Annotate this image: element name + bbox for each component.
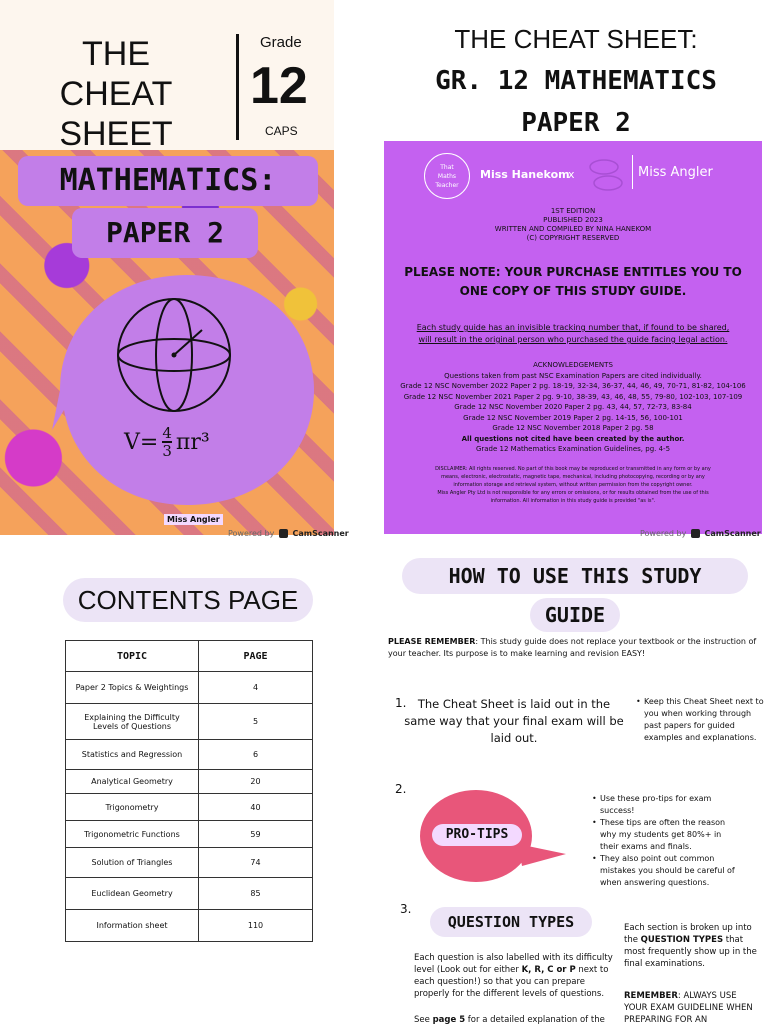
list-item <box>592 793 742 817</box>
table-row <box>66 704 313 740</box>
ack-line: Questions taken from past NSC Examination Papers are cited individually. <box>444 371 702 380</box>
notice-line2: ONE COPY OF THIS STUDY GUIDE. <box>459 284 687 298</box>
topic-cell: Trigonometry <box>66 794 199 821</box>
page-cell: 5 <box>199 704 313 740</box>
contents-title-pill <box>63 578 313 622</box>
qtypes-label: QUESTION TYPES <box>447 913 575 931</box>
grade-label: Grade <box>260 34 302 51</box>
info-heading: THE CHEAT SHEET: <box>454 24 698 54</box>
tracking-notice <box>384 322 762 346</box>
contents-title: CONTENTS PAGE <box>77 585 299 615</box>
powered-by-label: Powered by <box>228 529 275 538</box>
topic-cell: Euclidean Geometry <box>66 878 199 910</box>
acknowledgements <box>384 360 762 455</box>
ack-bold: All questions not cited have been created by the author. <box>461 434 685 443</box>
table-row <box>66 878 313 910</box>
table-row <box>66 848 313 878</box>
copyright: (C) COPYRIGHT RESERVED <box>526 234 620 242</box>
formula-denominator: 3 <box>162 442 172 460</box>
howto-title-pill-1 <box>402 558 748 594</box>
bullet-icon: • <box>636 697 641 706</box>
written-by: WRITTEN AND COMPILED BY NINA HANEKOM <box>494 225 652 233</box>
ack-line: Grade 12 NSC November 2019 Paper 2 pg. 14-15, 56, 100-101 <box>463 413 683 422</box>
ack-line: Grade 12 Mathematics Examination Guidelines, pg. 4-5 <box>475 445 671 453</box>
sphere-icon <box>52 270 322 510</box>
formula-numerator: 4 <box>162 424 172 442</box>
section-bold: QUESTION TYPES <box>640 935 724 945</box>
topic-cell: Explaining the Difficulty Levels of Questions <box>66 704 199 740</box>
disclaimer-line: means, electronic, electrostatic, magnetic tape, mechanical, including photocopying, recording or by any <box>441 474 705 480</box>
page-cell: 20 <box>199 770 313 794</box>
collab-x: x <box>568 168 575 181</box>
page-cell: 110 <box>199 910 313 942</box>
volume-formula <box>124 425 210 459</box>
list-item <box>592 817 742 853</box>
ack-line: Grade 12 NSC November 2021 Paper 2 pg. 9-10, 38-39, 43, 46, 48, 55, 79-80, 102-103, 107-109 <box>403 392 743 401</box>
page-cell: 40 <box>199 794 313 821</box>
camscanner-watermark-1 <box>228 529 349 538</box>
section-b: that most frequently show up in the final examinations. <box>624 935 757 969</box>
bullet-text: Use these pro-tips for exam success! <box>600 794 712 815</box>
table-row <box>66 910 313 942</box>
see-page-note <box>414 1014 614 1026</box>
qtypes-text-a: Each question is also labelled with its difficulty level (Look out for either <box>414 953 613 975</box>
logo-text-2: Maths <box>437 172 457 180</box>
table-row <box>66 794 313 821</box>
brand-label: Miss Angler <box>164 514 223 525</box>
published: PUBLISHED 2023 <box>543 216 603 224</box>
ack-line: Grade 12 NSC November 2020 Paper 2 pg. 43, 44, 57, 72-73, 83-84 <box>454 403 692 411</box>
see-a: See <box>414 1015 433 1025</box>
col-topic-header: TOPIC <box>66 641 199 672</box>
see-bold: page 5 <box>432 1015 466 1025</box>
powered-by-label: Powered by <box>640 529 687 538</box>
fish-logo-icon <box>584 155 628 199</box>
protips-bullets <box>592 793 742 889</box>
contents-table <box>65 640 313 942</box>
protips-label: PRO-TIPS <box>432 824 522 846</box>
divider-line <box>236 34 239 140</box>
bullet-icon: • <box>592 854 597 863</box>
bullet-text: They also point out common mistakes you should be careful of when answering questions. <box>600 854 735 887</box>
that-maths-teacher-logo <box>424 153 470 199</box>
info-subheading-line1: GR. 12 MATHEMATICS <box>435 66 717 96</box>
list-item <box>592 853 742 889</box>
collab-divider <box>632 155 633 189</box>
page-cell: 74 <box>199 848 313 878</box>
topic-cell: Information sheet <box>66 910 199 942</box>
howto-title-pill-2 <box>530 598 620 632</box>
info-panel <box>384 141 762 534</box>
bullet-icon: • <box>592 818 597 827</box>
remember2-text: : ALWAYS USE YOUR EXAM GUIDELINE WHEN PREPARING FOR AN <box>624 991 753 1025</box>
cover-title-line1: THE <box>82 35 150 73</box>
topic-cell: Statistics and Regression <box>66 740 199 770</box>
sphere-bubble <box>52 270 322 510</box>
table-header-row <box>66 641 313 672</box>
ack-line: Grade 12 NSC November 2022 Paper 2 pg. 18-19, 32-34, 36-37, 44, 46, 49, 70-71, 81-82, 104-106 <box>400 382 746 390</box>
collab-left: Miss Hanekom <box>480 168 570 181</box>
qtypes-text <box>414 952 614 1000</box>
remember-guideline <box>624 990 754 1026</box>
remember-bold: PLEASE REMEMBER <box>388 637 476 646</box>
formula-left: V= <box>124 429 159 455</box>
section-a: Each section is broken up into the <box>624 923 752 945</box>
camscanner-icon <box>279 529 288 538</box>
edition: 1ST EDITION <box>550 207 596 215</box>
grade-number: 12 <box>250 57 308 115</box>
ack-title: ACKNOWLEDGEMENTS <box>533 361 613 369</box>
step-number-2: 2. <box>395 782 407 796</box>
qtypes-text-b: next to each question!) so that you can prepare properly for the different levels of questions. <box>414 965 609 999</box>
tracking-line1: Each study guide has an invisible tracking number that, if found to be shared, <box>416 323 730 332</box>
info-subheading-line2: PAPER 2 <box>521 108 631 138</box>
page-cell: 59 <box>199 821 313 848</box>
camscanner-watermark-2 <box>640 529 761 538</box>
formula-fraction <box>162 425 172 459</box>
topic-cell: Solution of Triangles <box>66 848 199 878</box>
info-page <box>384 0 768 545</box>
tracking-line2: will result in the original person who purchased the guide facing legal action. <box>418 335 728 344</box>
table-row <box>66 821 313 848</box>
disclaimer-line: information. All information in this study guide is provided "as is". <box>490 498 656 504</box>
see-b: for a detailed explanation of the <box>465 1015 605 1025</box>
cover-title-line2: CHEAT SHEET <box>59 75 173 153</box>
bullet-icon: • <box>592 794 597 803</box>
step-number-1: 1. <box>395 696 407 710</box>
section-note <box>624 922 759 970</box>
disclaimer-line: DISCLAIMER: All rights reserved. No part of this book may be reproduced or transmitted in any form or by any <box>435 466 711 472</box>
qtypes-pill <box>430 907 592 937</box>
topic-cell: Analytical Geometry <box>66 770 199 794</box>
cover-title <box>0 34 232 154</box>
disclaimer-line: Miss Angler Pty Ltd is not responsible for any errors or omissions, or for results obtained from the use of this <box>437 490 709 496</box>
paper-title: PAPER 2 <box>72 208 258 258</box>
camscanner-icon <box>691 529 700 538</box>
table-row <box>66 770 313 794</box>
col-page-header: PAGE <box>199 641 313 672</box>
logo-text-3: Teacher <box>435 181 459 189</box>
subject-title: MATHEMATICS: <box>18 156 318 206</box>
collab-right: Miss Angler <box>638 165 713 180</box>
caps-label: CAPS <box>265 124 298 138</box>
bullet-text: These tips are often the reason why my students get 80%+ in their exams and finals. <box>600 818 726 851</box>
bullet-text: Keep this Cheat Sheet next to you when working through past papers for guided examples and explanations. <box>644 697 764 742</box>
remember2-bold: REMEMBER <box>624 991 678 1001</box>
howto-title-line2: GUIDE <box>544 603 606 627</box>
formula-right: πr³ <box>175 429 210 455</box>
page-cell: 85 <box>199 878 313 910</box>
disclaimer <box>384 465 762 505</box>
camscanner-label: CamScanner <box>292 529 349 538</box>
topic-cell: Paper 2 Topics & Weightings <box>66 672 199 704</box>
purchase-notice <box>384 263 762 301</box>
edition-block <box>384 207 762 243</box>
page-cell: 6 <box>199 740 313 770</box>
disclaimer-line: information storage and retrieval system, without written permission from the copyright owner. <box>453 482 693 488</box>
camscanner-label: CamScanner <box>704 529 761 538</box>
page-cell: 4 <box>199 672 313 704</box>
topic-cell: Trigonometric Functions <box>66 821 199 848</box>
cover-page <box>0 0 334 535</box>
step-number-3: 3. <box>400 902 412 916</box>
remember-note <box>388 636 758 660</box>
step-1-text: The Cheat Sheet is laid out in the same way that your final exam will be laid out. <box>404 697 624 745</box>
remember-text: : This study guide does not replace your textbook or the instruction of your teacher. Its purpose is to make learning and revision EASY! <box>388 637 757 658</box>
ack-line: Grade 12 NSC November 2018 Paper 2 pg. 58 <box>492 424 654 432</box>
protips-bubble <box>418 788 568 888</box>
logo-text-1: That <box>440 163 454 171</box>
notice-line1: PLEASE NOTE: YOUR PURCHASE ENTITLES YOU TO <box>404 265 742 279</box>
table-row <box>66 672 313 704</box>
table-row <box>66 740 313 770</box>
step-1-bullet <box>636 696 764 744</box>
qtypes-text-bold: K, R, C or P <box>521 965 576 975</box>
howto-title-line1: HOW TO USE THIS STUDY <box>448 564 702 588</box>
info-subheading <box>384 60 768 144</box>
